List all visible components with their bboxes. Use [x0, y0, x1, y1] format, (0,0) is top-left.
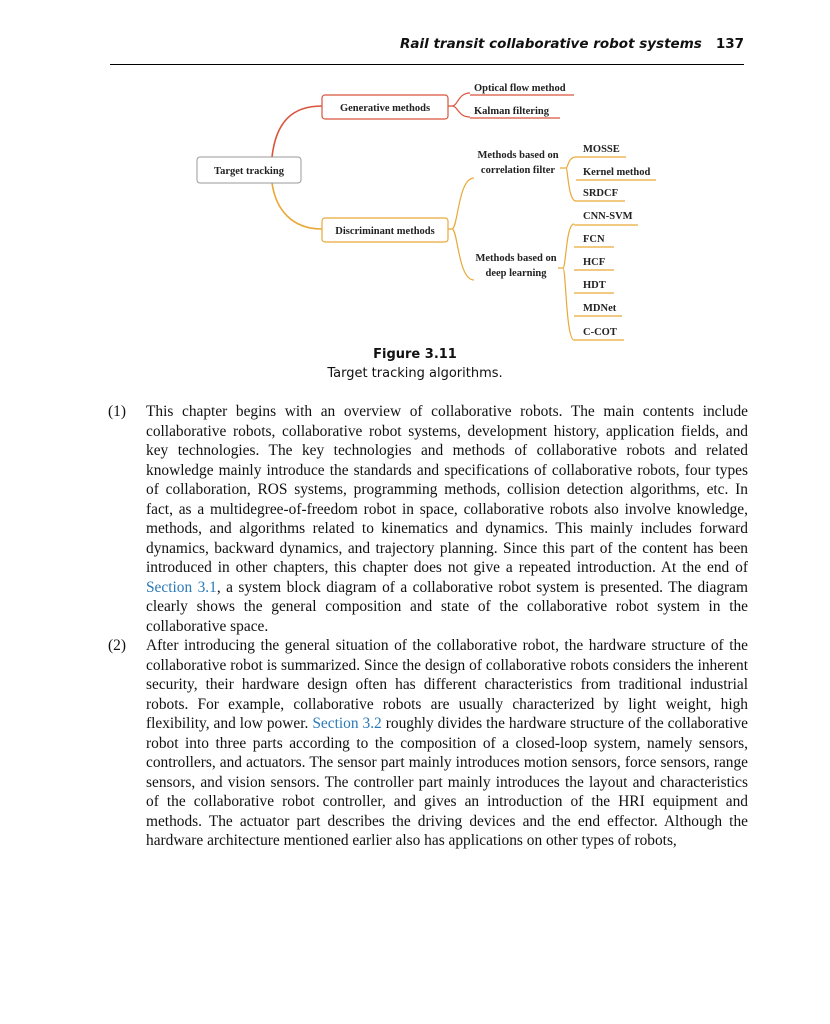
leaf-ccot: C-COT	[583, 327, 617, 338]
leaf-mosse: MOSSE	[583, 144, 620, 155]
discriminant-branch-bracket	[448, 178, 474, 280]
list-item	[108, 402, 748, 636]
root-node-label: Target tracking	[214, 166, 284, 177]
root-to-generative-curve	[272, 106, 322, 157]
running-title: Rail transit collaborative robot systems	[400, 36, 702, 52]
list-item-number: (1)	[108, 403, 126, 420]
leaf-fcn: FCN	[583, 234, 605, 245]
leaf-kernel: Kernel method	[583, 167, 651, 178]
correlation-label-line1: Methods based on	[477, 150, 559, 161]
leaf-hcf: HCF	[583, 257, 606, 268]
root-to-discriminant-curve	[272, 183, 322, 229]
list-item-text: roughly divides the hardware structure of the collaborative robot into three parts according to the composition of a closed-loop system, namely sensors, controllers, and actuators. The sensor part mainly introduces motion sensors, force sensors, range sensors, and vision sensors. The controller part mainly introduces the layout and characteristics of the collaborative robot controller, and gives an introduction of the HRI equipment and methods. The actuator part describes the driving devices and the end effector. Although the hardware architecture mentioned earlier also has applications on other types of robots,	[146, 715, 748, 849]
discriminant-node-label: Discriminant methods	[335, 226, 435, 237]
list-item	[108, 636, 748, 851]
deep-label-line1: Methods based on	[475, 253, 557, 264]
section-link[interactable]: Section 3.1	[146, 578, 217, 596]
page-number: 137	[715, 36, 744, 52]
correlation-label-line2: correlation filter	[480, 165, 556, 176]
leaf-srdcf: SRDCF	[583, 188, 619, 199]
list-item-text: , a system block diagram of a collaborative robot system is presented. The diagram clearly shows the general composition and state of the collaborative robot system in the collaborative space.	[146, 578, 748, 635]
leaf-kalman: Kalman filtering	[474, 106, 549, 117]
section-link[interactable]: Section 3.2	[312, 715, 382, 732]
deep-branch-bracket	[558, 224, 574, 340]
correlation-branch-bracket	[560, 157, 576, 201]
list-item-text: This chapter begins with an overview of collaborative robots. The main contents include collaborative robots, collaborative robot systems, development history, application fields, and key technologies. The key technologies and methods of collaborative robots and related knowledge mainly introduce the standards and specifications of collaborative robots, four types of collaboration, ROS systems, programming methods, collision detection algorithms, etc. In fact, as a multidegree-of-freedom robot in space, collaborative robots also involve knowledge, methods, and algorithms related to kinematics and dynamics. This mainly includes forward dynamics, backward dynamics, and trajectory planning. Since this part of the content has been introduced in other chapters, this chapter does not give a repeated introduction. At the end of	[146, 403, 748, 576]
leaf-hdt: HDT	[583, 280, 606, 291]
leaf-cnn-svm: CNN-SVM	[583, 211, 633, 222]
numbered-list	[108, 402, 748, 851]
generative-node-label: Generative methods	[339, 103, 431, 114]
figure-caption: Target tracking algorithms.	[327, 366, 503, 381]
deep-label-line2: deep learning	[485, 268, 547, 279]
leaf-optical-flow: Optical flow method	[474, 83, 566, 94]
target-tracking-diagram	[0, 0, 830, 345]
list-item-number: (2)	[108, 637, 126, 654]
leaf-mdnet: MDNet	[583, 303, 617, 314]
generative-branch-bracket	[448, 93, 470, 117]
list-item-text: After introducing the general situation of the collaborative robot, the hardware structure of the collaborative robot is summarized. Since the design of collaborative robots considers the inherent security, their hardware design often has different characteristics from traditional industrial robots. For example, collaborative robots are usually characterized by light weight, high flexibility, and low power.	[146, 637, 748, 732]
figure-number: Figure 3.11	[373, 347, 457, 362]
